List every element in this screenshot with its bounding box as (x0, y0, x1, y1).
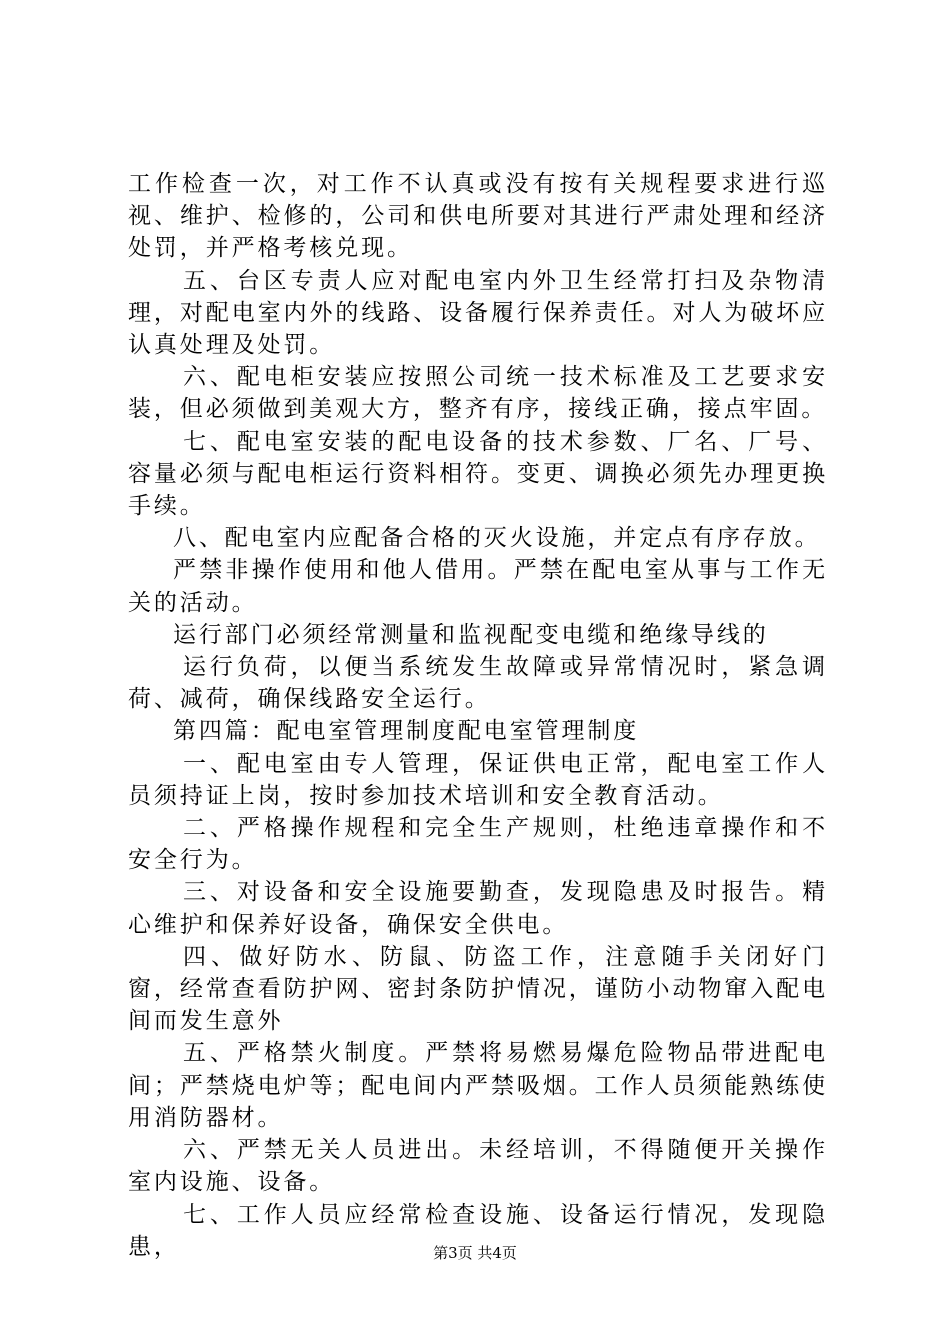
paragraph: 一、配电室由专人管理，保证供电正常，配电室工作人员须持证上岗，按时参加技术培训和安全教育活动。 (128, 750, 828, 809)
paragraph: 运行部门必须经常测量和监视配变电缆和绝缘导线的 (173, 621, 769, 648)
paragraph: 八、配电室内应配备合格的灭火设施，并定点有序存放。 (173, 525, 821, 552)
paragraph: 五、严格禁火制度。严禁将易燃易爆危险物品带进配电间；严禁烧电炉等；配电间内严禁吸烟。工作人员须能熟练使用消防器材。 (128, 1040, 828, 1131)
paragraph: 工作检查一次，对工作不认真或没有按有关规程要求进行巡视、维护、检修的，公司和供电所要对其进行严肃处理和经济处罚，并严格考核兑现。 (128, 171, 828, 262)
paragraph: 严禁非操作使用和他人借用。严禁在配电室从事与工作无关的活动。 (128, 557, 828, 616)
paragraph: 六、严禁无关人员进出。未经培训，不得随便开关操作室内设施、设备。 (128, 1137, 828, 1196)
section-heading: 第四篇：配电室管理制度配电室管理制度 (173, 718, 640, 745)
document-body (128, 168, 828, 1263)
paragraph: 五、台区专责人应对配电室内外卫生经常打扫及杂物清理，对配电室内外的线路、设备履行保养责任。对人为破坏应认真处理及处罚。 (128, 267, 828, 359)
paragraph: 六、配电柜安装应按照公司统一技术标准及工艺要求安装，但必须做到美观大方，整齐有序，接线正确，接点牢固。 (128, 364, 828, 423)
page-number-footer: 第3页 共4页 (433, 1244, 517, 1262)
paragraph: 运行负荷，以便当系统发生故障或异常情况时，紧急调荷、减荷，确保线路安全运行。 (128, 654, 828, 713)
paragraph: 三、对设备和安全设施要勤查，发现隐患及时报告。精心维护和保养好设备，确保安全供电。 (128, 879, 828, 938)
paragraph: 二、严格操作规程和完全生产规则，杜绝违章操作和不安全行为。 (128, 815, 828, 874)
paragraph: 七、配电室安装的配电设备的技术参数、厂名、厂号、容量必须与配电柜运行资料相符。变更、调换必须先办理更换手续。 (128, 428, 828, 520)
paragraph: 七、工作人员应经常检查设施、设备运行情况，发现隐患， (128, 1201, 828, 1260)
paragraph: 四、做好防水、防鼠、防盗工作，注意随手关闭好门窗，经常查看防护网、密封条防护情况，谨防小动物窜入配电间而发生意外 (128, 943, 828, 1035)
